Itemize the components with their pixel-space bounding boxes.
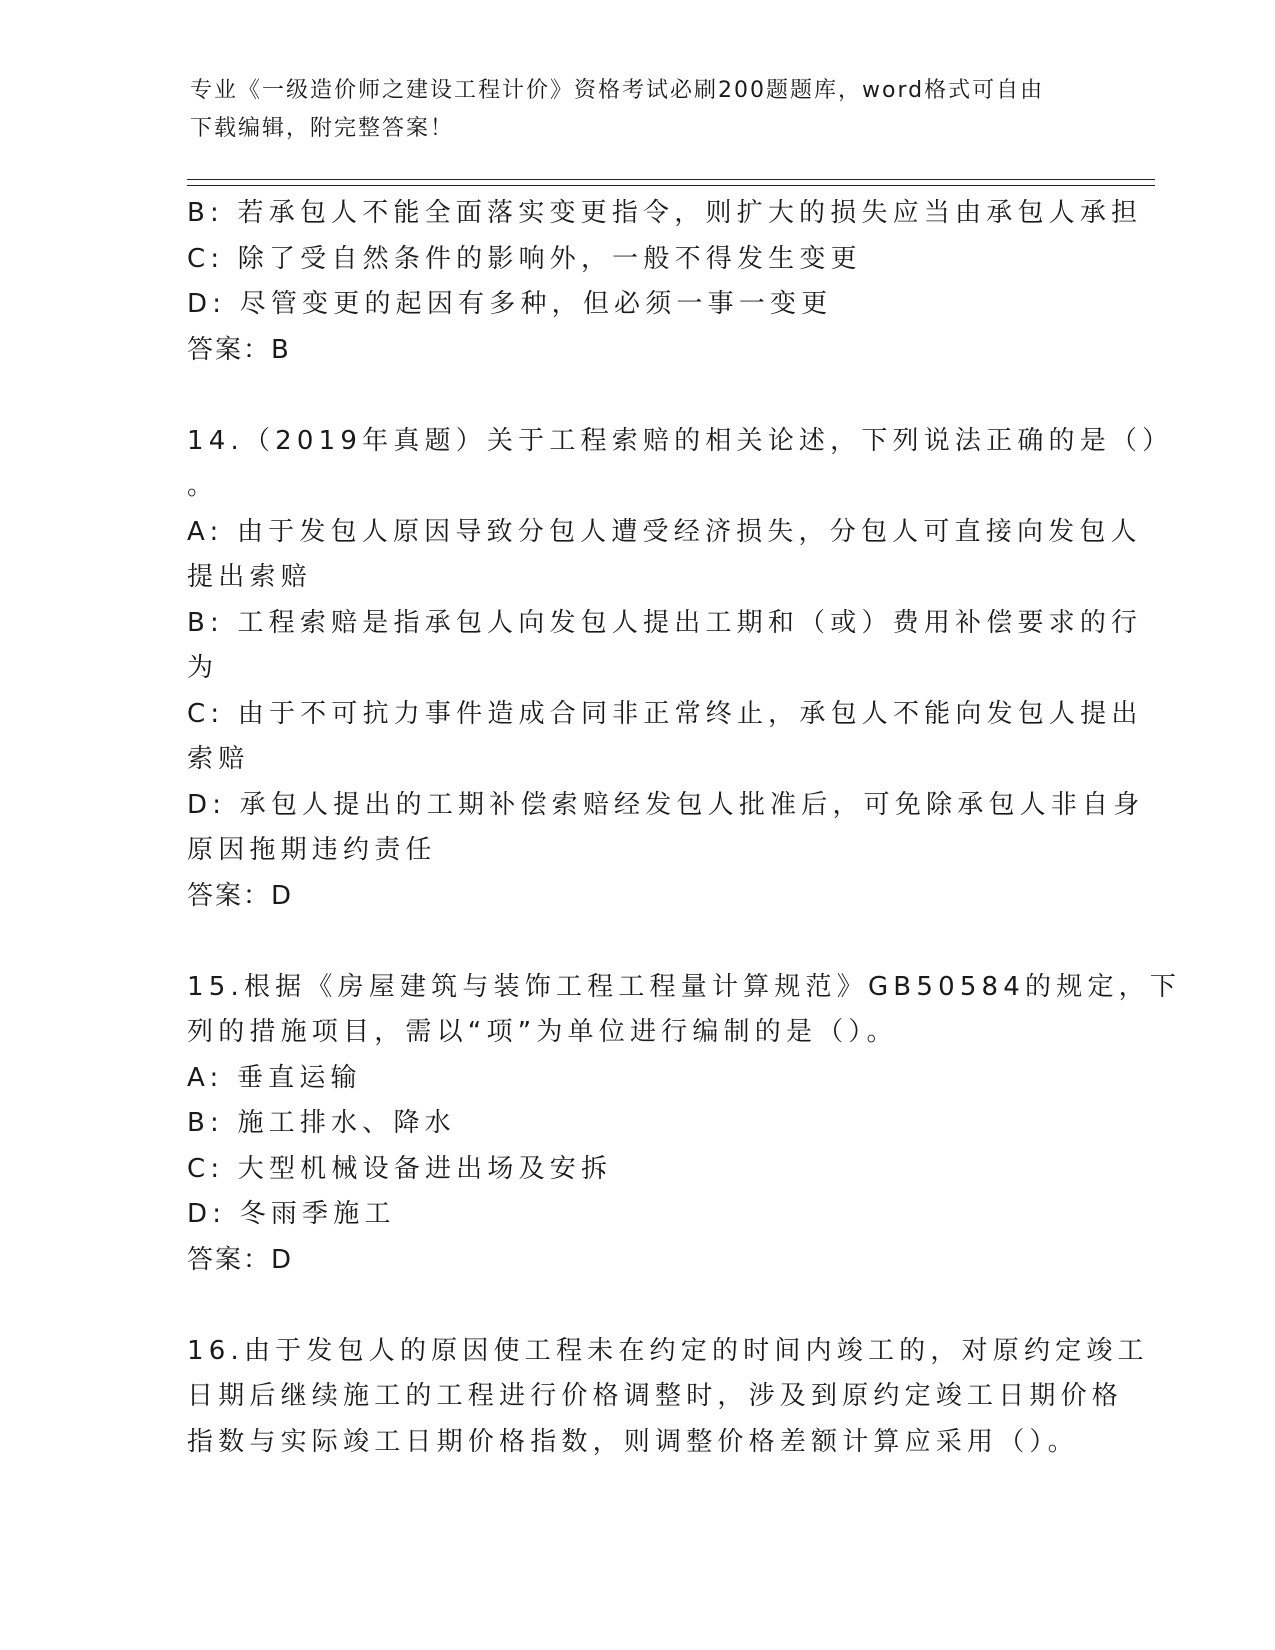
q15-stem-line-1: 15.根据《房屋建筑与装饰工程工程量计算规范》GB50584的规定，下 [187,971,1182,1002]
header-rule-bottom [187,185,1155,186]
q14-answer: 答案：D [187,880,294,911]
spacer [187,919,1087,965]
q14-option-a-line-1: A: 由于发包人原因导致分包人遭受经济损失，分包人可直接向发包人 [187,516,1142,547]
q13-option-d: D: 尽管变更的起因有多种，但必须一事一变更 [187,289,833,319]
q14-option-d-line-1: D: 承包人提出的工期补偿索赔经发包人批准后，可免除承包人非自身 [187,789,1145,820]
q15-option-a: A: 垂直运输 [187,1062,362,1093]
q16-stem-line-1: 16.由于发包人的原因使工程未在约定的时间内竣工的，对原约定竣工 [187,1335,1149,1366]
header-line-2: 下载编辑，附完整答案！ [190,116,455,141]
q14-option-c-line-1: C: 由于不可抗力事件造成合同非正常终止，承包人不能向发包人提出 [187,698,1143,729]
q14-option-b-line-2: 为 [187,653,219,683]
q14-option-c-line-2: 索赔 [187,744,250,774]
question-content [187,191,1182,1465]
q15-option-b: B: 施工排水、降水 [187,1108,456,1138]
q14-option-d-line-2: 原因拖期违约责任 [187,835,437,865]
q14-stem-line-1: 14.（2019年真题）关于工程索赔的相关论述，下列说法正确的是（） [187,425,1174,456]
question-16-block [187,1329,1149,1466]
q16-stem-line-2: 日期后继续施工的工程进行价格调整时，涉及到原约定竣工日期价格 [187,1381,1124,1411]
spacer [187,1283,1087,1329]
q14-stem-line-2: 。 [187,471,219,501]
spacer [187,373,1087,419]
document-header [190,72,1090,148]
header-line-1: 专业《一级造价师之建设工程计价》资格考试必刷200题题库，word格式可自由 [190,78,1045,103]
q14-option-a-line-2: 提出索赔 [187,562,312,592]
q13-option-c: C: 除了受自然条件的影响外，一般不得发生变更 [187,243,862,274]
q13-answer: 答案：B [187,334,291,365]
q15-stem-line-2: 列的措施项目，需以“项”为单位进行编制的是（）。 [187,1017,898,1047]
q15-answer: 答案：D [187,1244,294,1275]
question-15-block [187,965,1182,1284]
header-rule-top [187,179,1155,180]
q14-option-b-line-1: B: 工程索赔是指承包人向发包人提出工期和（或）费用补偿要求的行 [187,607,1143,638]
q13-option-b: B: 若承包人不能全面落实变更指令，则扩大的损失应当由承包人承担 [187,198,1143,228]
q15-option-d: D: 冬雨季施工 [187,1199,396,1229]
q16-stem-line-3: 指数与实际竣工日期价格指数，则调整价格差额计算应采用（）。 [187,1426,1079,1457]
q15-option-c: C: 大型机械设备进出场及安拆 [187,1153,613,1184]
question-13-block [187,191,1143,373]
question-14-block [187,419,1174,920]
